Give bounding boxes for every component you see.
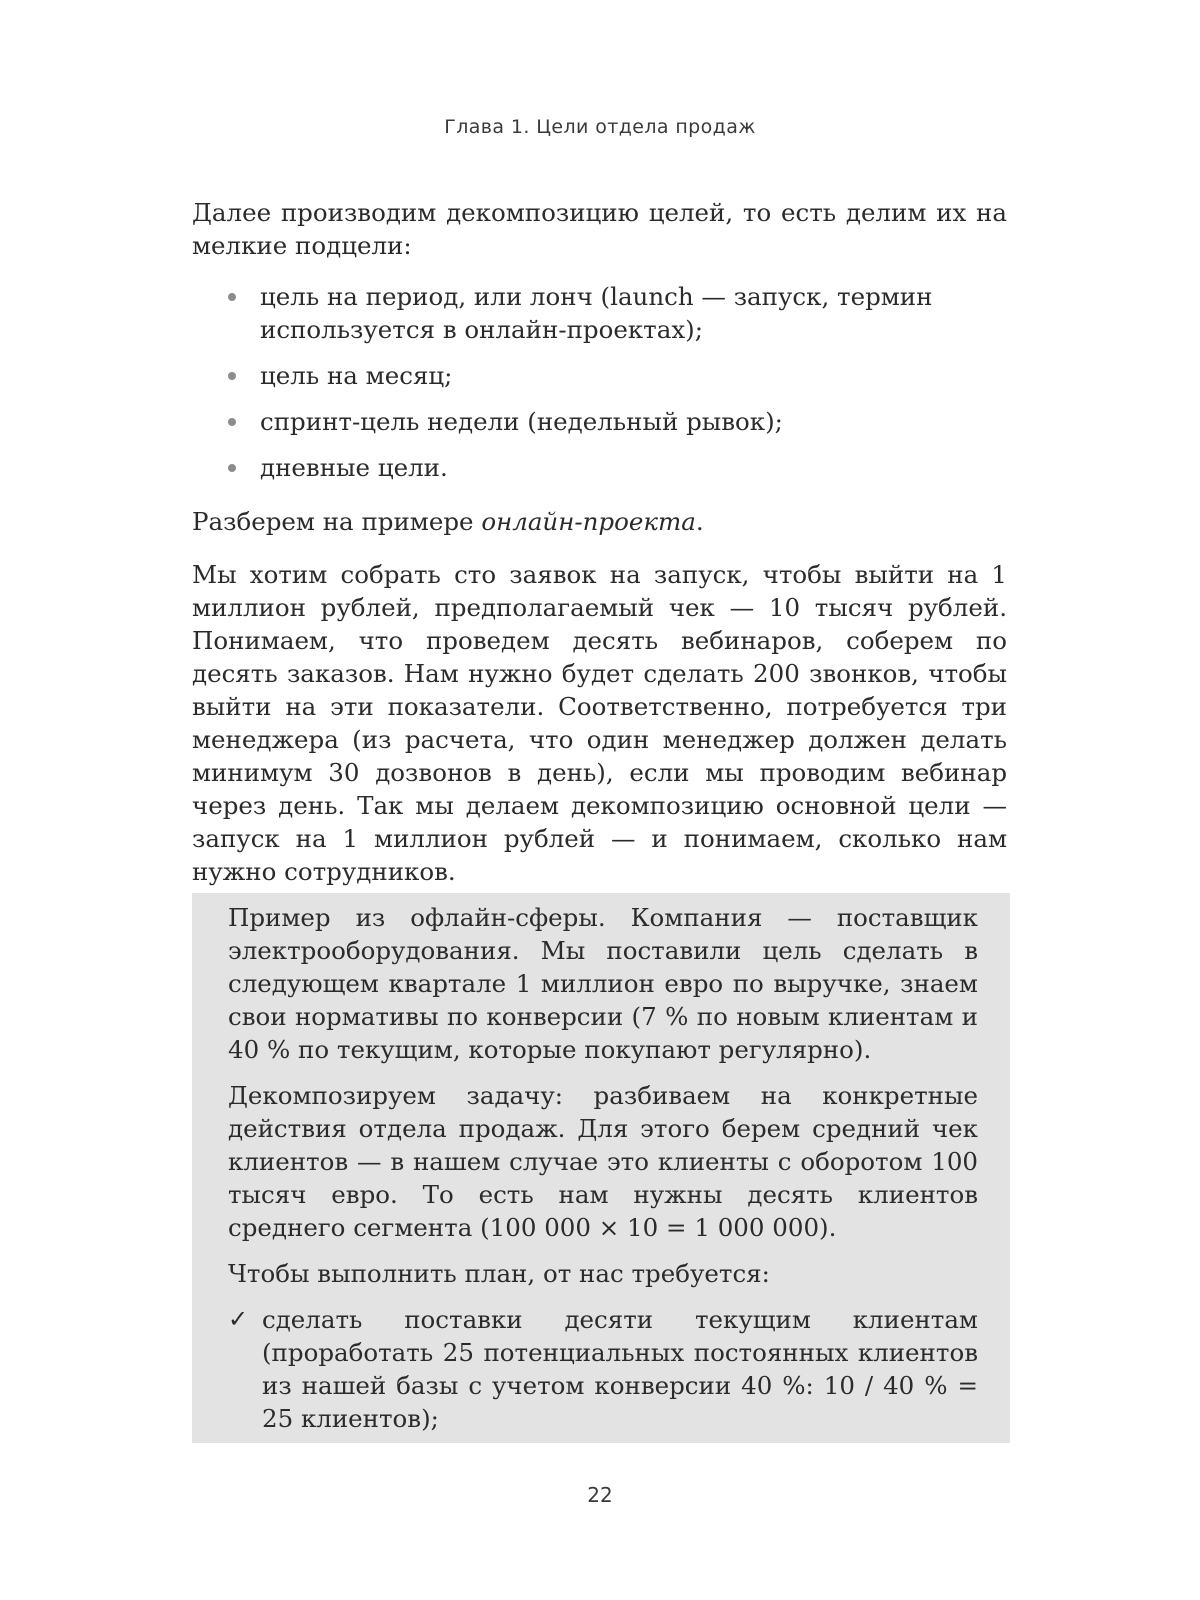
offline-example-box xyxy=(192,893,1010,1443)
sidebar-paragraph: Декомпозируем задачу: разбиваем на конкретные действия отдела продаж. Для этого берем средний чек клиентов — в нашем случае это клиенты с оборотом 100 тысяч евро. То есть нам нужны десять клиентов среднего сегмента (100 000 × 10 = 1 000 000). xyxy=(228,1081,978,1242)
sidebar-paragraph: Пример из офлайн-сферы. Компания — поставщик электрооборудования. Мы поставили цель сделать в следующем квартале 1 миллион евро по выручке, знаем свои нормативы по конверсии (7 % по новым клиентам и 40 % по текущим, которые покупают регулярно). xyxy=(228,903,978,1064)
subgoal-list xyxy=(192,280,1007,497)
main-text: Мы хотим собрать сто заявок на запуск, чтобы выйти на 1 миллион рублей, предполагаемый чек — 10 тысяч рублей. Понимаем, что проведем десять вебинаров, соберем по десять заказов. Нам нужно будет сделать 200 звонков, чтобы выйти на эти показатели. Соответственно, потребуется три менеджера (из расчета, что один менеджер должен делать минимум 30 дозвонов в день), если мы проводим вебинар через день. Так мы делаем декомпозицию основной цели — запуск на 1 миллион рублей — и понимаем, сколько нам нужно сотрудников. xyxy=(192,560,1007,886)
list-item-text: дневные цели. xyxy=(260,453,448,482)
example-prefix: Разберем на примере xyxy=(192,507,482,536)
list-item-text: цель на период, или лонч (launch — запуск, термин используется в онлайн-проектах); xyxy=(260,282,933,344)
requirement-list xyxy=(228,1303,978,1435)
list-item-text: сделать поставки десяти текущим клиентам (проработать 25 потенциальных постоянных клиентов из нашей базы с учетом конверсии 40 %: 10 / 40 % = 25 клиентов); xyxy=(262,1305,978,1433)
intro-paragraph xyxy=(192,196,1007,262)
example-paragraph xyxy=(192,505,1007,538)
main-paragraph xyxy=(192,558,1007,888)
example-text xyxy=(192,505,1007,538)
offline-example-content xyxy=(228,901,978,1435)
list-item xyxy=(228,1303,978,1435)
checkmark-icon: ✓ xyxy=(228,1305,249,1333)
example-suffix: . xyxy=(695,507,704,536)
list-item-text: цель на месяц; xyxy=(260,361,453,390)
list-item-text: спринт-цель недели (недельный рывок); xyxy=(260,407,783,436)
page-number: 22 xyxy=(587,1483,613,1507)
running-header: Глава 1. Цели отдела продаж xyxy=(444,116,756,138)
list-item xyxy=(192,405,1007,438)
sidebar-paragraph: Чтобы выполнить план, от нас требуется: xyxy=(228,1259,770,1288)
list-item xyxy=(192,451,1007,484)
list-item xyxy=(192,359,1007,392)
intro-text: Далее производим декомпозицию целей, то есть делим их на мелкие подцели: xyxy=(192,198,1007,260)
example-emphasis: онлайн-проекта xyxy=(481,507,696,536)
list-item xyxy=(192,280,1007,346)
